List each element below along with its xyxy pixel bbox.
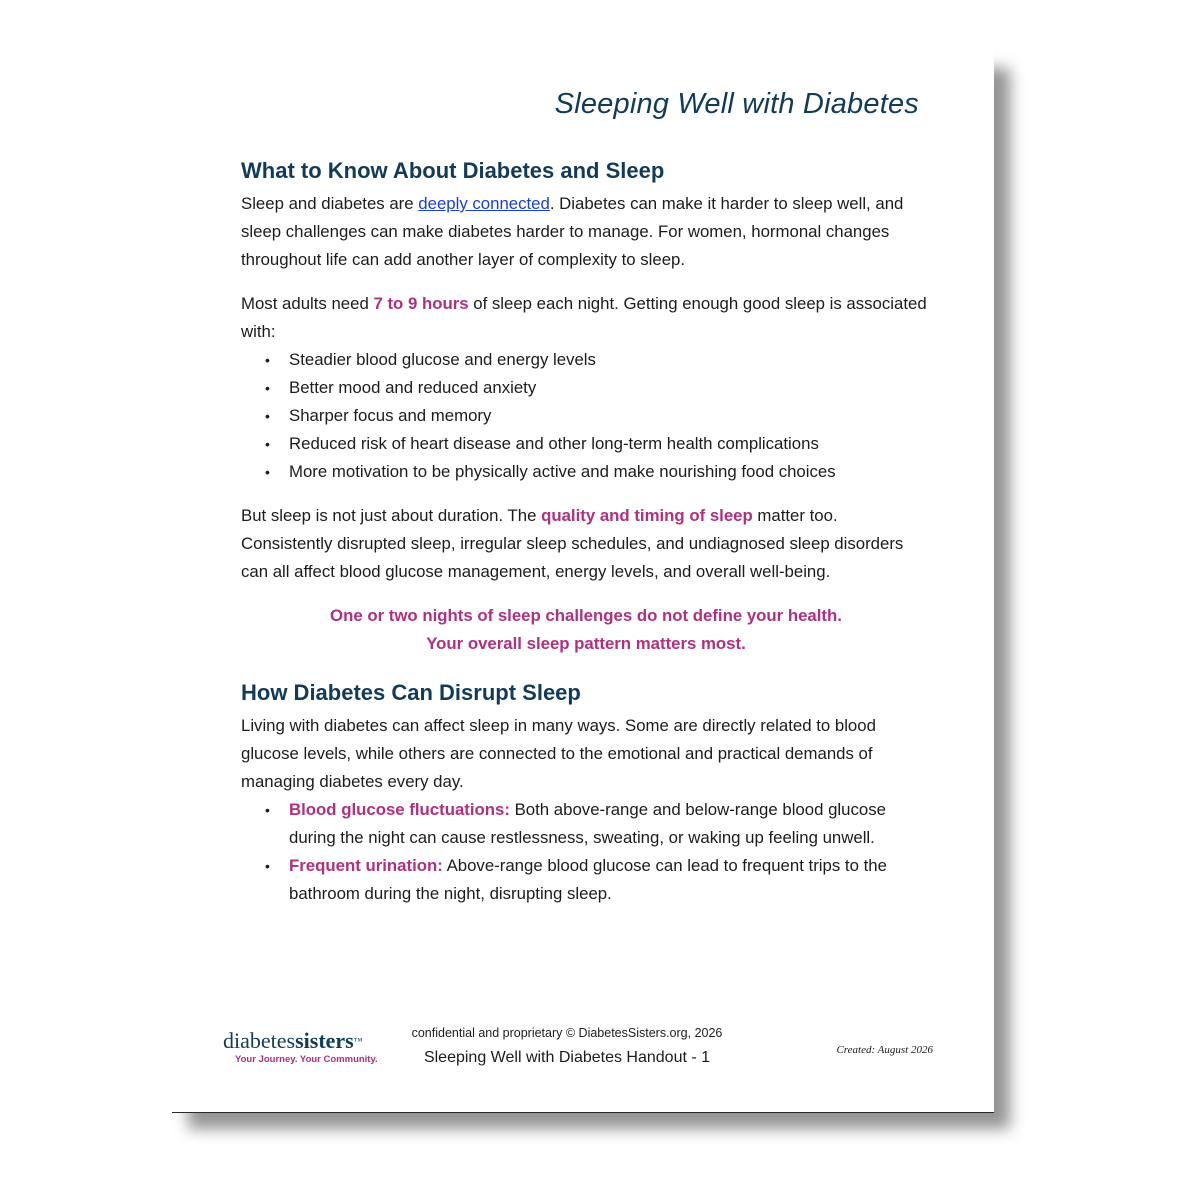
paragraph-sleep-quality-text-cont: matter too. Consistently disrupted sleep, irregular sleep schedules, and undiagnosed sleep disorders can all affect blood glucose management, energy levels, and overall well-being. (241, 506, 904, 581)
list-item-text: Sharper focus and memory (289, 406, 492, 425)
footer-center (372, 1024, 762, 1072)
document-page (172, 52, 994, 1113)
diabetessisters-logo (223, 1028, 378, 1066)
benefits-list (241, 346, 931, 486)
trademark-symbol: ™ (353, 1036, 363, 1046)
logo-wordmark-bold: sisters (295, 1028, 354, 1053)
list-item-text: Steadier blood glucose and energy levels (289, 350, 596, 369)
list-item-text: Reduced risk of heart disease and other long-term health complications (289, 434, 819, 453)
paragraph-sleep-quality (241, 502, 931, 586)
callout-line: One or two nights of sleep challenges do not define your health. (330, 606, 842, 625)
list-item (265, 458, 931, 486)
created-date: Created: August 2026 (836, 1044, 933, 1056)
list-item (265, 852, 931, 908)
paragraph-sleep-hours (241, 290, 931, 346)
list-item-text: Better mood and reduced anxiety (289, 378, 537, 397)
list-item-label: Frequent urination: (289, 856, 443, 875)
deeply-connected-link[interactable]: deeply connected (418, 194, 550, 213)
bullet-icon: • (265, 464, 270, 480)
paragraph-disrupt-intro: Living with diabetes can affect sleep in many ways. Some are directly related to blood glucose levels, while others are connected to the emotional and practical demands of managing diabetes every day. (241, 716, 876, 791)
logo-tagline: Your Journey. Your Community. (235, 1054, 378, 1065)
paragraph-intro-text: Sleep and diabetes are (241, 194, 419, 213)
paragraph-sleep-hours-text: Most adults need (241, 294, 374, 313)
document-content (241, 158, 931, 908)
bullet-icon: • (265, 408, 270, 424)
list-item (265, 796, 931, 852)
sleep-hours-highlight: 7 to 9 hours (373, 294, 469, 313)
bullet-icon: • (265, 352, 270, 368)
list-item-text: Above-range blood glucose can lead to frequent trips to the bathroom during the night, disrupting sleep. (289, 856, 887, 903)
list-item (265, 430, 931, 458)
confidential-notice: confidential and proprietary © DiabetesSisters.org, 2026 (411, 1026, 723, 1040)
paragraph-intro-text-cont: . Diabetes can make it harder to sleep well, and sleep challenges can make diabetes harder to manage. For women, hormonal changes throughout life can add another layer of complexity to sleep. (241, 194, 904, 269)
logo-wordmark (223, 1028, 378, 1054)
handout-page-label: Sleeping Well with Diabetes Handout - 1 (423, 1049, 711, 1066)
callout-quote (241, 602, 931, 658)
disruptors-list (241, 796, 931, 908)
paragraph-sleep-hours-text-cont: of sleep each night. Getting enough good sleep is associated with: (241, 294, 927, 341)
paragraph-intro (241, 190, 931, 274)
bullet-icon: • (265, 802, 270, 818)
bullet-icon: • (265, 858, 270, 874)
sleep-quality-highlight: quality and timing of sleep (541, 506, 753, 525)
section-heading-diabetes-sleep: What to Know About Diabetes and Sleep (241, 158, 665, 183)
page-footer (172, 1024, 994, 1084)
bullet-icon: • (265, 380, 270, 396)
list-item-text: More motivation to be physically active and make nourishing food choices (289, 462, 836, 481)
callout-line: Your overall sleep pattern matters most. (426, 634, 746, 653)
paragraph-sleep-quality-text: But sleep is not just about duration. The (241, 506, 542, 525)
document-title: Sleeping Well with Diabetes (554, 88, 919, 120)
list-item (265, 374, 931, 402)
logo-wordmark-regular: diabetes (223, 1028, 296, 1053)
list-item (265, 346, 931, 374)
bullet-icon: • (265, 436, 270, 452)
list-item-label: Blood glucose fluctuations: (289, 800, 510, 819)
list-item-text: Both above-range and below-range blood glucose during the night can cause restlessness, sweating, or waking up feeling unwell. (289, 800, 886, 847)
section-heading-disrupt-sleep: How Diabetes Can Disrupt Sleep (241, 680, 581, 705)
list-item (265, 402, 931, 430)
